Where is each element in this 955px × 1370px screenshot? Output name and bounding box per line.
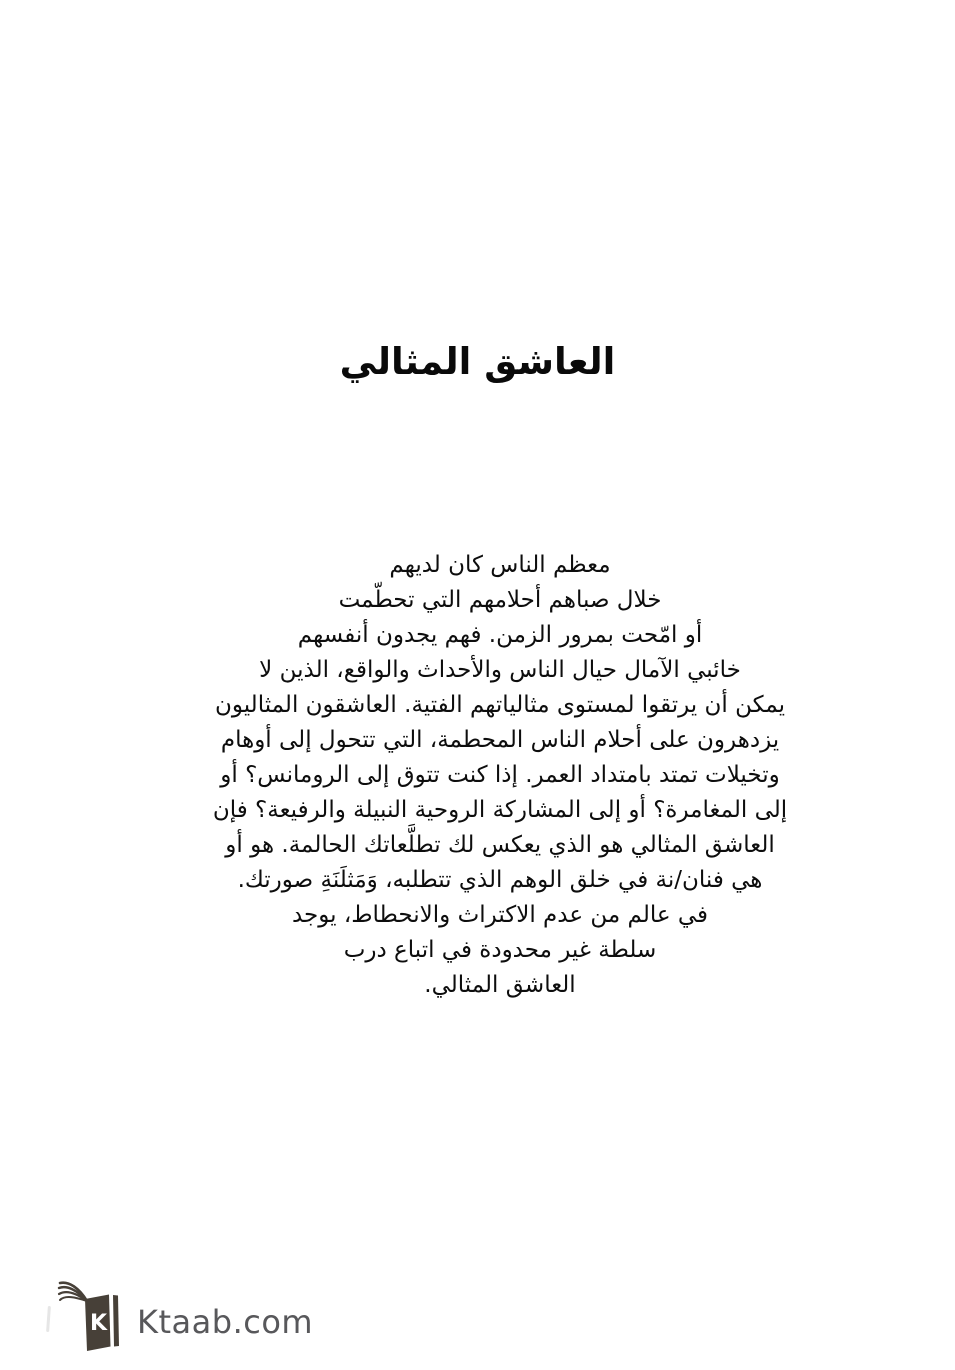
text-line: خلال صباهم أحلامهم التي تحطّمت (338, 587, 662, 613)
text-line: العاشق المثالي هو الذي يعكس لك تطلَّعاتك الحالمة. هو أو (225, 832, 775, 858)
text-line: أو امّحت بمرور الزمن. فهم يجدون أنفسهم (297, 622, 703, 648)
text-line: يمكن أن يرتقوا لمستوى مثالياتهم الفتية. العاشقون المثاليون (214, 692, 786, 718)
body-text-block (212, 548, 788, 1003)
text-line: في عالم من عدم الاكتراث والانحطاط، يوجد (291, 902, 709, 928)
text-line: هي فنان/نة في خلق الوهم الذي تتطلبه، وَمَثلَنَةِ صورتك. (237, 867, 763, 893)
text-line: معظم الناس كان لديهم (389, 552, 611, 578)
text-line: يزدهرون على أحلام الناس المحطمة، التي تتحول إلى أوهام (220, 727, 780, 753)
text-line: سلطة غير محدودة في اتباع درب (343, 937, 657, 963)
text-line: العاشق المثالي. (424, 972, 576, 998)
text-line: وتخيلات تمتد بامتداد العمر. إذا كنت تتوق إلى الرومانس؟ أو (220, 762, 780, 788)
brand-name: Ktaab.com (137, 1303, 314, 1341)
scan-artifact (46, 1306, 51, 1332)
chapter-title: العاشق المثالي (339, 340, 616, 383)
ktaab-watermark (56, 1278, 313, 1352)
text-line: إلى المغامرة؟ أو إلى المشاركة الروحية النبيلة والرفيعة؟ فإن (212, 797, 788, 823)
logo-letter: K (90, 1311, 108, 1336)
text-line: خائبي الآمال حيال الناس والأحداث والواقع، الذين لا (259, 657, 741, 683)
open-book-icon (56, 1278, 120, 1352)
